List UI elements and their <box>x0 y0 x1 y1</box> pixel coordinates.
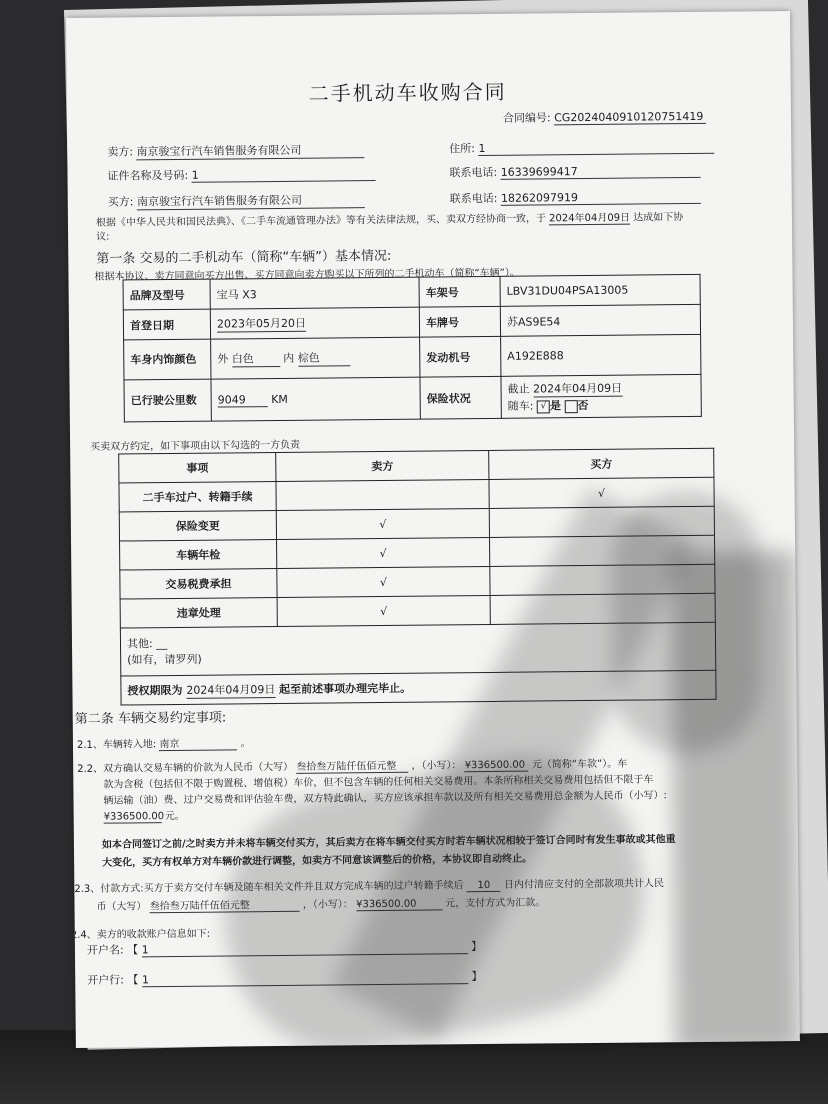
engine-value: A192E888 <box>501 334 701 376</box>
clause-2-2-c: 元（简称“车款”）。车 <box>531 758 628 771</box>
clause-2-3-c: 币（大写） <box>96 901 147 913</box>
engine-label: 发动机号 <box>420 336 501 377</box>
phone-top-value: 16339699417 <box>501 164 701 180</box>
buyer-check[interactable] <box>490 535 715 566</box>
other-cell <box>120 622 715 676</box>
brand-value: 宝马 X3 <box>210 277 419 309</box>
preamble-tail: 达成如下协 <box>633 212 684 224</box>
clause-2-2-line2: 款为含税（包括但不限于购置税、增值税）车价，但不包含车辆的任何相关交易费用。本条所称相关交易费用包括但不限于车 <box>103 774 654 791</box>
phone-top-row <box>449 162 700 180</box>
auth-row <box>121 670 716 705</box>
clause-2-3 <box>74 874 664 896</box>
mileage-value: 9049 <box>218 393 268 407</box>
address-label: 住所: <box>449 142 476 156</box>
clause-2-2-a: 2.2、双方确认交易车辆的价款为人民币（大写） <box>77 761 294 775</box>
payment-days: 10 <box>467 880 501 892</box>
clause-2-1-end: 。 <box>240 738 251 750</box>
other-value: __ <box>156 636 168 650</box>
mileage-label: 已行驶公里数 <box>124 379 211 422</box>
int-color: 棕色 <box>298 349 350 366</box>
auth-label: 授权期限为 <box>127 683 183 697</box>
yes-checkbox[interactable]: √ <box>537 400 550 413</box>
payment-words: 叁拾叁万陆仟伍佰元整 <box>150 896 300 913</box>
clause-2-3-line2 <box>96 893 545 913</box>
article-1-intro: 根据本协议、卖方同意向买方出售、买方同意向卖方购买以下所列的二手机动车（简称“车辆”）。 <box>94 267 520 283</box>
seller-check[interactable] <box>276 479 489 510</box>
account-name-label: 开户名: <box>86 943 124 957</box>
duty-item: 交易税费承担 <box>120 569 277 600</box>
seller-value: 南京骏宝行汽车销售服务有限公司 <box>136 141 364 160</box>
other-label: 其他: <box>126 636 153 650</box>
insurance-with-label: 随车: <box>507 399 534 413</box>
account-name-value: 1 <box>142 940 468 957</box>
preamble-text: 根据《中华人民共和国民法典》、《二手车流通管理办法》等有关法律法规，买、卖双方经协商一致，于 <box>95 213 547 229</box>
insurance-date: 2024年04月09日 <box>533 381 623 396</box>
phone-buyer-label: 联系电话: <box>449 191 498 206</box>
clause-2-2-b: ，（小写）： <box>411 760 462 772</box>
preamble <box>96 208 683 230</box>
insurance-with-line <box>508 396 695 414</box>
clause-2-1 <box>77 734 251 752</box>
bold-clause-line1: 如本合同签订之前/之时卖方并未将车辆交付买方，其后卖方在将车辆交付买方时若车辆状况相较于签订合同时有发生事故或其他重 <box>101 834 676 851</box>
insurance-date-line <box>508 379 695 398</box>
duty-item: 保险变更 <box>119 511 276 542</box>
seller-check[interactable]: √ <box>277 566 490 597</box>
preamble-date: 2024年04月09日 <box>549 209 630 226</box>
brand-label: 品牌及型号 <box>123 279 210 310</box>
duty-item: 二手车过户、转籍手续 <box>119 482 276 513</box>
insurance-prefix: 截止 <box>507 382 530 396</box>
no-label: 否 <box>577 399 589 413</box>
clause-2-2-line3: 辆运输（油）费、过户交易费和评估验车费，双方特此确认，买方应该承担车款以及所有相关交易费用总金额为人民币（小写）: <box>103 790 667 807</box>
seller-check[interactable]: √ <box>277 595 490 626</box>
address-value: 1 <box>478 140 714 156</box>
buyer-check[interactable] <box>490 593 715 624</box>
header-item: 事项 <box>119 453 276 484</box>
auth-tail: 起至前述事项办理完毕止。 <box>279 681 412 696</box>
article-2-heading: 第二条 车辆交易约定事项: <box>74 710 227 727</box>
destination-value: 南京 <box>159 734 237 751</box>
ext-color: 白色 <box>232 350 280 367</box>
mileage-unit: KM <box>271 392 288 406</box>
bold-clause-line2: 大变化，买方有权单方对车辆价款进行调整，如卖方不同意该调整后的价格，本协议即自动终止。 <box>102 853 533 869</box>
seller-label: 卖方: <box>107 145 134 159</box>
reg-date-value: 2023年05月20日 <box>216 316 307 331</box>
contract-no <box>503 108 706 126</box>
account-bank-value: 1 <box>142 970 468 987</box>
buyer-check[interactable]: √ <box>489 477 714 508</box>
no-checkbox[interactable] <box>564 400 577 413</box>
buyer-check[interactable] <box>489 506 714 537</box>
plate-value: 苏AS9E54 <box>500 304 700 336</box>
clause-2-1-label: 2.1、车辆转入地: <box>76 739 157 751</box>
clause-2-4: 2.4、卖方的收款账户信息如下: <box>70 928 211 941</box>
auth-cell <box>121 670 716 705</box>
color-cell <box>211 337 420 379</box>
price-words: 叁拾叁万陆仟伍佰元整 <box>296 757 408 774</box>
ext-prefix: 外 <box>217 352 229 366</box>
bracket-close: 】 <box>471 940 483 954</box>
mileage-cell <box>211 377 420 421</box>
bracket-open: 【 <box>127 943 139 957</box>
buyer-value: 南京骏宝行汽车销售服务有限公司 <box>137 191 365 210</box>
header-buyer: 买方 <box>489 448 714 479</box>
buyer-row <box>108 191 365 210</box>
id-row <box>107 165 375 184</box>
phone-buyer-row <box>450 188 701 206</box>
color-label: 车身内饰颜色 <box>124 339 211 380</box>
id-label: 证件名称及号码: <box>107 168 189 183</box>
clause-2-3-e: 元，支付方式为汇款。 <box>445 897 546 910</box>
contract-paper <box>66 11 800 1048</box>
id-value: 1 <box>192 167 376 183</box>
plate-label: 车牌号 <box>419 306 500 337</box>
buyer-label: 买方: <box>107 195 134 209</box>
responsibility-table <box>118 448 716 706</box>
duty-item: 车辆年检 <box>120 540 277 571</box>
contract-no-label: 合同编号: <box>502 111 551 125</box>
phone-buyer-value: 18262097919 <box>501 190 701 206</box>
buyer-check[interactable] <box>490 564 715 595</box>
bracket-open: 【 <box>127 973 139 987</box>
seller-check[interactable]: √ <box>277 537 490 568</box>
seller-row <box>107 141 364 160</box>
account-bank-label: 开户行: <box>87 973 125 987</box>
duty-item: 违章处理 <box>120 598 277 629</box>
clause-2-3-b: 日内付清应支付的全部款项共计人民 <box>503 878 665 891</box>
vin-value: LBV31DU04PSA13005 <box>500 274 700 306</box>
other-row <box>120 622 715 676</box>
header-seller: 卖方 <box>276 450 489 481</box>
total-number: ¥336500.00 <box>103 811 165 823</box>
clause-2-3-d: ，（小写）： <box>302 899 353 911</box>
int-prefix: 内 <box>283 351 295 365</box>
reg-date-cell <box>210 307 419 339</box>
account-bank-row <box>87 968 482 988</box>
vin-label: 车架号 <box>419 276 500 307</box>
clause-2-2-end: 元。 <box>164 810 185 823</box>
yes-label: 是 <box>549 399 562 413</box>
contract-no-value: CG2024040910120751419 <box>554 110 706 125</box>
phone-top-label: 联系电话: <box>449 165 498 180</box>
clause-2-2-line4 <box>104 807 185 824</box>
address-row <box>449 138 714 157</box>
duty-intro: 买卖双方约定，如下事项由以下勾选的一方负责 <box>90 439 301 453</box>
document-title: 二手机动车收购合同 <box>308 79 507 106</box>
price-number: ¥336500.00 <box>465 760 529 773</box>
insurance-label: 保险状况 <box>420 376 501 419</box>
other-note: (如有，请罗列) <box>127 652 202 666</box>
clause-2-3-a: 2.3、付款方式:买方于卖方交付车辆及随车相关文件并且双方完成车辆的过户转籍手续后 <box>74 880 464 895</box>
insurance-cell <box>501 374 701 418</box>
reg-date-label: 首登日期 <box>123 309 210 340</box>
vehicle-info-table <box>123 274 702 423</box>
auth-date: 2024年04月09日 <box>186 682 276 697</box>
article-1-heading: 第一条 交易的二手机动车（简称“车辆”）基本情况: <box>96 248 392 267</box>
seller-check[interactable]: √ <box>276 508 489 539</box>
preamble-line2: 议: <box>96 231 110 243</box>
bracket-close: 】 <box>471 970 483 984</box>
payment-number: ¥336500.00 <box>356 898 442 911</box>
account-name-row <box>87 938 482 958</box>
